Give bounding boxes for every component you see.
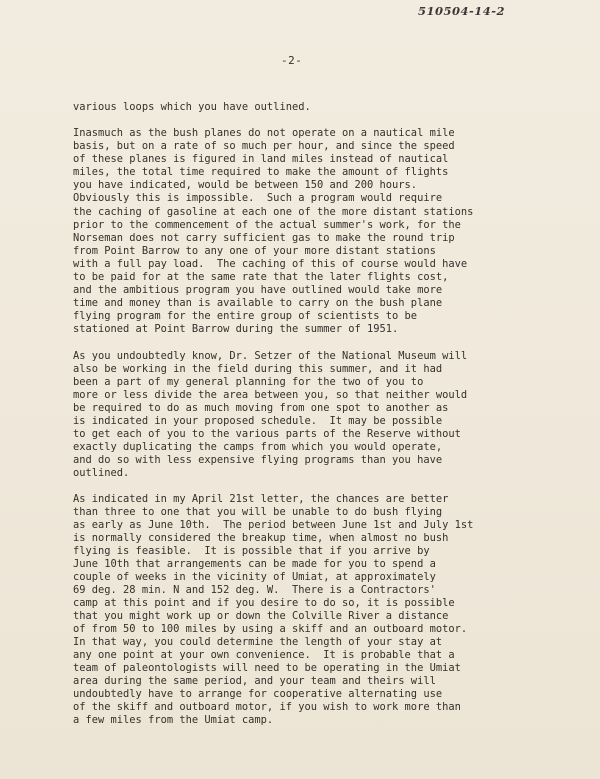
text-line: to be paid for at the same rate that the later flights cost, bbox=[73, 271, 449, 283]
text-line: various loops which you have outlined. bbox=[73, 101, 311, 113]
text-line: of from 50 to 100 miles by using a skiff and an outboard motor. bbox=[73, 623, 468, 635]
text-line: and do so with less expensive flying programs than you have bbox=[73, 454, 443, 466]
text-line: of the skiff and outboard motor, if you wish to work more than bbox=[73, 701, 461, 713]
text-line: also be working in the field during this summer, and it had bbox=[73, 363, 443, 375]
text-line: and the ambitious program you have outlined would take more bbox=[73, 284, 443, 296]
text-line: basis, but on a rate of so much per hour, and since the speed bbox=[73, 140, 455, 152]
text-line: 69 deg. 28 min. N and 152 deg. W. There is a Contractors' bbox=[73, 584, 436, 596]
text-line: undoubtedly have to arrange for cooperative alternating use bbox=[73, 688, 443, 700]
text-line: from Point Barrow to any one of your more distant stations bbox=[73, 245, 436, 257]
text-line: prior to the commencement of the actual summer's work, for the bbox=[73, 219, 461, 231]
text-line: is normally considered the breakup time, when almost no bush bbox=[73, 532, 449, 544]
text-line: you have indicated, would be between 150 and 200 hours. bbox=[73, 179, 418, 191]
page-number: -2- bbox=[281, 54, 303, 67]
text-line: June 10th that arrangements can be made for you to spend a bbox=[73, 558, 436, 570]
text-line: camp at this point and if you desire to do so, it is possible bbox=[73, 597, 455, 609]
text-line: flying program for the entire group of scientists to be bbox=[73, 310, 418, 322]
text-line: that you might work up or down the Colville River a distance bbox=[73, 610, 449, 622]
text-line: any one point at your own convenience. It is probable that a bbox=[73, 649, 455, 661]
text-line: more or less divide the area between you, so that neither would bbox=[73, 389, 468, 401]
text-line: outlined. bbox=[73, 467, 130, 479]
text-line: is indicated in your proposed schedule. It may be possible bbox=[73, 415, 443, 427]
text-line: than three to one that you will be unable to do bush flying bbox=[73, 506, 443, 518]
text-line: couple of weeks in the vicinity of Umiat, at approximately bbox=[73, 571, 436, 583]
text-line: In that way, you could determine the length of your stay at bbox=[73, 636, 443, 648]
text-line: Norseman does not carry sufficient gas to make the round trip bbox=[73, 232, 455, 244]
text-line: Inasmuch as the bush planes do not operate on a nautical mile bbox=[73, 127, 455, 139]
text-line: time and money than is available to carry on the bush plane bbox=[73, 297, 443, 309]
text-line: As indicated in my April 21st letter, the chances are better bbox=[73, 493, 449, 505]
text-line: As you undoubtedly know, Dr. Setzer of the National Museum will bbox=[73, 350, 468, 362]
text-line: Obviously this is impossible. Such a program would require bbox=[73, 192, 443, 204]
text-line: stationed at Point Barrow during the summer of 1951. bbox=[73, 323, 399, 335]
text-line: with a full pay load. The caching of this of course would have bbox=[73, 258, 468, 270]
text-line: been a part of my general planning for the two of you to bbox=[73, 376, 424, 388]
text-line: team of paleontologists will need to be operating in the Umiat bbox=[73, 662, 461, 674]
text-line: a few miles from the Umiat camp. bbox=[73, 714, 274, 726]
text-line: as early as June 10th. The period between June 1st and July 1st bbox=[73, 519, 474, 531]
text-line: the caching of gasoline at each one of the more distant stations bbox=[73, 206, 474, 218]
handwritten-document-id: 510504-14-2 bbox=[418, 4, 506, 18]
text-line: to get each of you to the various parts of the Reserve without bbox=[73, 428, 461, 440]
text-line: flying is feasible. It is possible that if you arrive by bbox=[73, 545, 430, 557]
text-line: be required to do as much moving from one spot to another as bbox=[73, 402, 449, 414]
text-line: of these planes is figured in land miles instead of nautical bbox=[73, 153, 449, 165]
text-line: exactly duplicating the camps from which you would operate, bbox=[73, 441, 443, 453]
text-line: area during the same period, and your team and theirs will bbox=[73, 675, 436, 687]
text-line: miles, the total time required to make the amount of flights bbox=[73, 166, 449, 178]
